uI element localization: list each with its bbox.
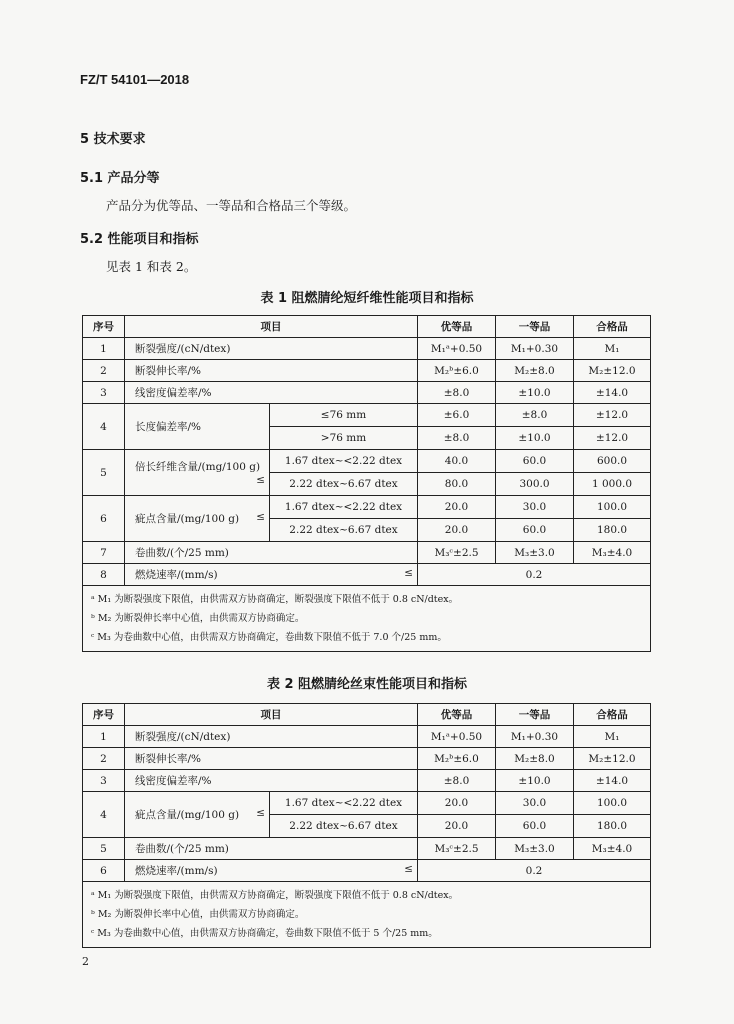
header-item: 项目 [125, 704, 418, 726]
cell-excellent: 80.0 [418, 473, 496, 496]
cell-excellent: 20.0 [418, 519, 496, 542]
table-row [83, 450, 651, 473]
note: ᶜ M₃ 为卷曲数中心值，由供需双方协商确定，卷曲数下限值不低于 7.0 个/25 mm。 [91, 632, 447, 643]
header-item: 项目 [125, 316, 418, 338]
section-5-2-text: 见表 1 和表 2。 [106, 259, 197, 274]
table-row [83, 770, 651, 792]
note: ᵇ M₂ 为断裂伸长率中心值，由供需双方协商确定。 [91, 613, 305, 624]
cell-excellent: M₂ᵇ±6.0 [418, 360, 496, 382]
table-notes-row [83, 586, 651, 652]
row-no: 1 [83, 338, 125, 360]
cell-excellent: 20.0 [418, 496, 496, 519]
cell-value: 0.2 [418, 564, 651, 586]
row-item-cell [125, 792, 270, 838]
table-header-row [83, 316, 651, 338]
cell-qualified: 1 000.0 [574, 473, 651, 496]
cell-qualified: ±14.0 [574, 382, 651, 404]
row-no: 6 [83, 496, 125, 542]
header-first: 一等品 [496, 704, 574, 726]
table-row [83, 726, 651, 748]
table-notes [83, 586, 651, 652]
table-1 [82, 315, 651, 652]
table-row [83, 496, 651, 519]
cell-excellent: M₁ᵃ+0.50 [418, 726, 496, 748]
cell-first: 60.0 [496, 815, 574, 838]
row-item: 燃烧速率/(mm/s) [135, 569, 218, 581]
row-condition: 2.22 dtex~6.67 dtex [270, 815, 418, 838]
cell-first: 30.0 [496, 496, 574, 519]
le-sign: ≤ [256, 807, 265, 819]
row-item: 断裂伸长率/% [125, 360, 418, 382]
cell-qualified: ±12.0 [574, 404, 651, 427]
table-row [83, 360, 651, 382]
table-1-caption: 表 1 阻燃腈纶短纤维性能项目和指标 [260, 291, 474, 306]
cell-excellent: ±6.0 [418, 404, 496, 427]
cell-first: M₁+0.30 [496, 338, 574, 360]
cell-first: M₁+0.30 [496, 726, 574, 748]
header-excellent: 优等品 [418, 704, 496, 726]
row-no: 4 [83, 792, 125, 838]
row-item: 断裂强度/(cN/dtex) [125, 726, 418, 748]
table-row [83, 748, 651, 770]
cell-excellent: ±8.0 [418, 382, 496, 404]
row-condition: ≤76 mm [270, 404, 418, 427]
row-condition: 1.67 dtex~<2.22 dtex [270, 792, 418, 815]
row-item: 倍长纤维含量/(mg/100 g) [135, 461, 261, 473]
cell-qualified: 180.0 [574, 815, 651, 838]
row-item-cell [125, 860, 418, 882]
row-no: 5 [83, 450, 125, 496]
cell-qualified: M₂±12.0 [574, 360, 651, 382]
cell-qualified: 100.0 [574, 496, 651, 519]
row-no: 8 [83, 564, 125, 586]
table-row [83, 564, 651, 586]
table-row [83, 404, 651, 427]
cell-first: M₃±3.0 [496, 542, 574, 564]
cell-qualified: 100.0 [574, 792, 651, 815]
row-condition: >76 mm [270, 427, 418, 450]
row-no: 2 [83, 360, 125, 382]
row-no: 5 [83, 838, 125, 860]
row-no: 7 [83, 542, 125, 564]
cell-first: M₃±3.0 [496, 838, 574, 860]
header-qualified: 合格品 [574, 316, 651, 338]
table-notes-row [83, 882, 651, 948]
cell-first: 60.0 [496, 519, 574, 542]
cell-first: ±10.0 [496, 382, 574, 404]
row-no: 3 [83, 382, 125, 404]
header-no: 序号 [83, 704, 125, 726]
table-row [83, 382, 651, 404]
le-sign: ≤ [404, 567, 413, 579]
cell-qualified: 180.0 [574, 519, 651, 542]
header-no: 序号 [83, 316, 125, 338]
row-item: 疵点含量/(mg/100 g) [135, 809, 240, 821]
row-item: 线密度偏差率/% [125, 770, 418, 792]
cell-first: 30.0 [496, 792, 574, 815]
row-item: 断裂伸长率/% [125, 748, 418, 770]
table-row [83, 542, 651, 564]
table-row [83, 838, 651, 860]
header-excellent: 优等品 [418, 316, 496, 338]
row-no: 4 [83, 404, 125, 450]
cell-qualified: 600.0 [574, 450, 651, 473]
cell-first: M₂±8.0 [496, 748, 574, 770]
cell-excellent: M₃ᶜ±2.5 [418, 542, 496, 564]
cell-excellent: ±8.0 [418, 770, 496, 792]
row-item: 疵点含量/(mg/100 g) [135, 513, 240, 525]
header-first: 一等品 [496, 316, 574, 338]
section-5-2-heading: 5.2 性能项目和指标 [80, 232, 199, 247]
section-5-heading: 5 技术要求 [80, 132, 146, 147]
cell-value: 0.2 [418, 860, 651, 882]
cell-qualified: M₁ [574, 338, 651, 360]
page-number: 2 [82, 955, 89, 968]
table-row [83, 860, 651, 882]
cell-qualified: M₃±4.0 [574, 542, 651, 564]
cell-excellent: 40.0 [418, 450, 496, 473]
note: ᵃ M₁ 为断裂强度下限值，由供需双方协商确定，断裂强度下限值不低于 0.8 cN/dtex。 [91, 890, 459, 901]
row-no: 6 [83, 860, 125, 882]
table-notes [83, 882, 651, 948]
row-item-cell [125, 496, 270, 542]
le-sign: ≤ [256, 474, 265, 486]
cell-excellent: M₁ᵃ+0.50 [418, 338, 496, 360]
cell-first: M₂±8.0 [496, 360, 574, 382]
row-item: 断裂强度/(cN/dtex) [125, 338, 418, 360]
cell-excellent: M₃ᶜ±2.5 [418, 838, 496, 860]
row-condition: 2.22 dtex~6.67 dtex [270, 519, 418, 542]
note: ᵇ M₂ 为断裂伸长率中心值，由供需双方协商确定。 [91, 909, 305, 920]
cell-first: ±8.0 [496, 404, 574, 427]
row-no: 2 [83, 748, 125, 770]
section-5-1-text: 产品分为优等品、一等品和合格品三个等级。 [106, 198, 357, 213]
row-item-cell [125, 564, 418, 586]
row-item: 卷曲数/(个/25 mm) [125, 838, 418, 860]
cell-qualified: M₁ [574, 726, 651, 748]
row-item-cell [125, 450, 270, 496]
row-condition: 2.22 dtex~6.67 dtex [270, 473, 418, 496]
table-2-caption: 表 2 阻燃腈纶丝束性能项目和指标 [266, 677, 468, 692]
table-row [83, 792, 651, 815]
row-no: 1 [83, 726, 125, 748]
cell-excellent: 20.0 [418, 815, 496, 838]
note: ᵃ M₁ 为断裂强度下限值，由供需双方协商确定，断裂强度下限值不低于 0.8 cN/dtex。 [91, 594, 459, 605]
table-header-row [83, 704, 651, 726]
row-condition: 1.67 dtex~<2.22 dtex [270, 450, 418, 473]
cell-first: ±10.0 [496, 770, 574, 792]
table-2 [82, 703, 651, 948]
row-item: 卷曲数/(个/25 mm) [125, 542, 418, 564]
cell-excellent: 20.0 [418, 792, 496, 815]
header-qualified: 合格品 [574, 704, 651, 726]
le-sign: ≤ [256, 511, 265, 523]
note: ᶜ M₃ 为卷曲数中心值，由供需双方协商确定，卷曲数下限值不低于 5 个/25 mm。 [91, 928, 438, 939]
row-item: 燃烧速率/(mm/s) [135, 865, 218, 877]
row-condition: 1.67 dtex~<2.22 dtex [270, 496, 418, 519]
cell-excellent: ±8.0 [418, 427, 496, 450]
table-row [83, 338, 651, 360]
cell-first: 300.0 [496, 473, 574, 496]
le-sign: ≤ [404, 863, 413, 875]
cell-excellent: M₂ᵇ±6.0 [418, 748, 496, 770]
cell-qualified: M₂±12.0 [574, 748, 651, 770]
row-no: 3 [83, 770, 125, 792]
cell-first: 60.0 [496, 450, 574, 473]
cell-first: ±10.0 [496, 427, 574, 450]
standard-number: FZ/T 54101—2018 [80, 72, 190, 87]
cell-qualified: ±12.0 [574, 427, 651, 450]
cell-qualified: ±14.0 [574, 770, 651, 792]
section-5-1-heading: 5.1 产品分等 [80, 171, 160, 186]
row-item: 长度偏差率/% [125, 404, 270, 450]
cell-qualified: M₃±4.0 [574, 838, 651, 860]
row-item: 线密度偏差率/% [125, 382, 418, 404]
